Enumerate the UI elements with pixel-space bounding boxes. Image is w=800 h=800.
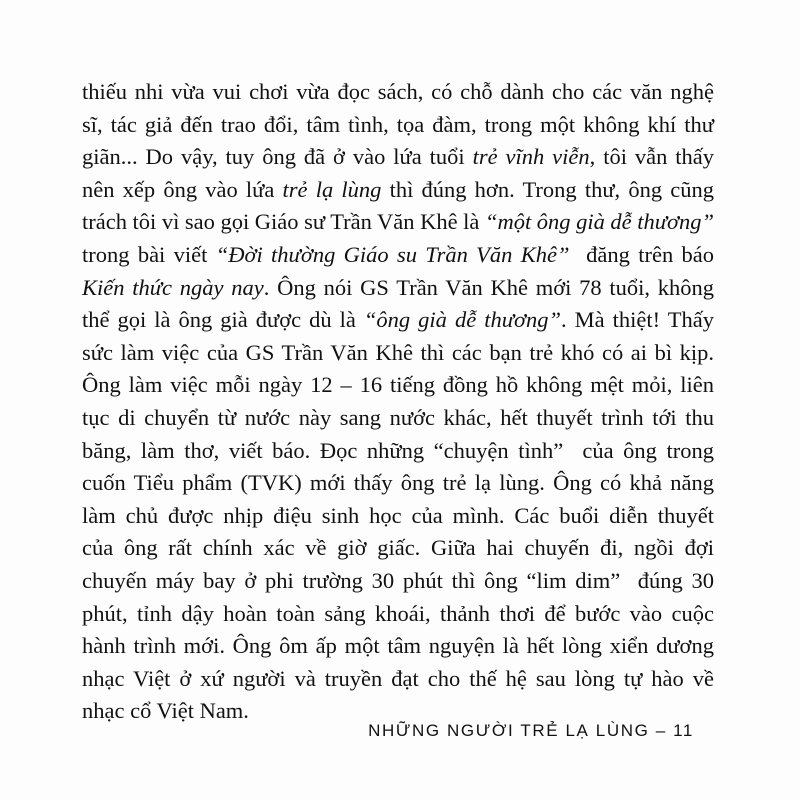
text-line xyxy=(82,206,714,239)
text-segment: trong bài viết xyxy=(82,241,216,267)
text-segment: giãn... Do vậy, tuy ông đã ở vào lứa tuổi xyxy=(82,144,473,170)
text-segment: trách tôi vì sao gọi Giáo sư Trần Văn Khê là xyxy=(82,209,485,235)
text-line xyxy=(82,369,714,402)
italic-text: trẻ vĩnh viễn xyxy=(472,144,590,170)
text-line xyxy=(82,141,714,174)
text-segment: Ông làm việc mỗi ngày 12 – 16 tiếng đồng hồ không mệt mỏi, liên xyxy=(82,372,715,398)
text-line xyxy=(82,532,714,565)
text-segment: sĩ, tác giả đến trao đổi, tâm tình, tọa đàm, trong một không khí thư xyxy=(82,111,714,137)
text-line xyxy=(82,109,714,142)
text-segment: . Mà thiệt! Thấy xyxy=(561,307,714,333)
text-line xyxy=(82,663,714,696)
text-line xyxy=(82,239,714,272)
italic-text: Kiến thức ngày nay xyxy=(82,274,264,300)
text-segment: hành trình mới. Ông ôm ấp một tâm nguyện là hết lòng xiển dương xyxy=(82,633,714,659)
italic-text: “ông già dễ thương” xyxy=(363,307,561,333)
text-line xyxy=(82,500,714,533)
text-line xyxy=(82,76,714,109)
text-segment: sức làm việc của GS Trần Văn Khê thì các bạn trẻ khó có ai bì kịp. xyxy=(82,339,715,365)
text-line xyxy=(82,304,714,337)
text-segment: cuốn Tiểu phẩm (TVK) mới thấy ông trẻ lạ lùng. Ông có khả năng xyxy=(82,470,714,496)
text-segment: phút, tỉnh dậy hoàn toàn sảng khoái, thảnh thơi để bước vào cuộc xyxy=(82,600,714,626)
text-segment: thì đúng hơn. Trong thư, ông cũng xyxy=(381,176,714,202)
text-segment: đăng trên báo xyxy=(569,241,715,267)
italic-text: “một ông già dễ thương” xyxy=(484,209,715,235)
text-segment: thiếu nhi vừa vui chơi vừa đọc sách, có chỗ dành cho các văn nghệ xyxy=(82,79,714,104)
text-segment: nhạc Việt ở xứ người và truyền đạt cho thế hệ sau lòng tự hào về xyxy=(82,665,714,691)
text-segment: nên xếp ông vào lứa xyxy=(82,176,283,202)
body-paragraph xyxy=(82,76,714,728)
page-footer: NHỮNG NGƯỜI TRẺ LẠ LÙNG – 11 xyxy=(368,721,694,740)
text-segment: băng, làm thơ, viết báo. Đọc những “chuyện tình” của ông trong xyxy=(82,437,714,463)
text-line xyxy=(82,435,714,468)
text-segment: . Ông nói GS Trần Văn Khê mới 78 tuổi, không xyxy=(263,274,715,300)
text-line xyxy=(82,272,714,305)
text-line xyxy=(82,174,714,207)
text-line xyxy=(82,337,714,370)
text-line xyxy=(82,630,714,663)
text-line xyxy=(82,565,714,598)
text-line xyxy=(82,467,714,500)
text-line xyxy=(82,598,714,631)
text-segment: chuyến máy bay ở phi trường 30 phút thì ông “lim dim” đúng 30 xyxy=(82,567,714,593)
text-line xyxy=(82,402,714,435)
text-segment: , tôi vẫn thấy xyxy=(589,144,715,170)
text-segment: tục di chuyển từ nước này sang nước khác, hết thuyết trình tới thu xyxy=(82,404,715,430)
italic-text: trẻ lạ lùng xyxy=(282,176,382,202)
text-segment: nhạc cổ Việt Nam. xyxy=(82,698,249,724)
text-segment: thể gọi là ông già được dù là xyxy=(82,307,364,333)
text-segment: làm chủ được nhịp điệu sinh học của mình. Các buổi diễn thuyết xyxy=(82,502,714,528)
text-segment: của ông rất chính xác về giờ giấc. Giữa hai chuyến đi, ngồi đợi xyxy=(82,535,714,561)
italic-text: “Đời thường Giáo su Trần Văn Khê” xyxy=(215,241,570,267)
